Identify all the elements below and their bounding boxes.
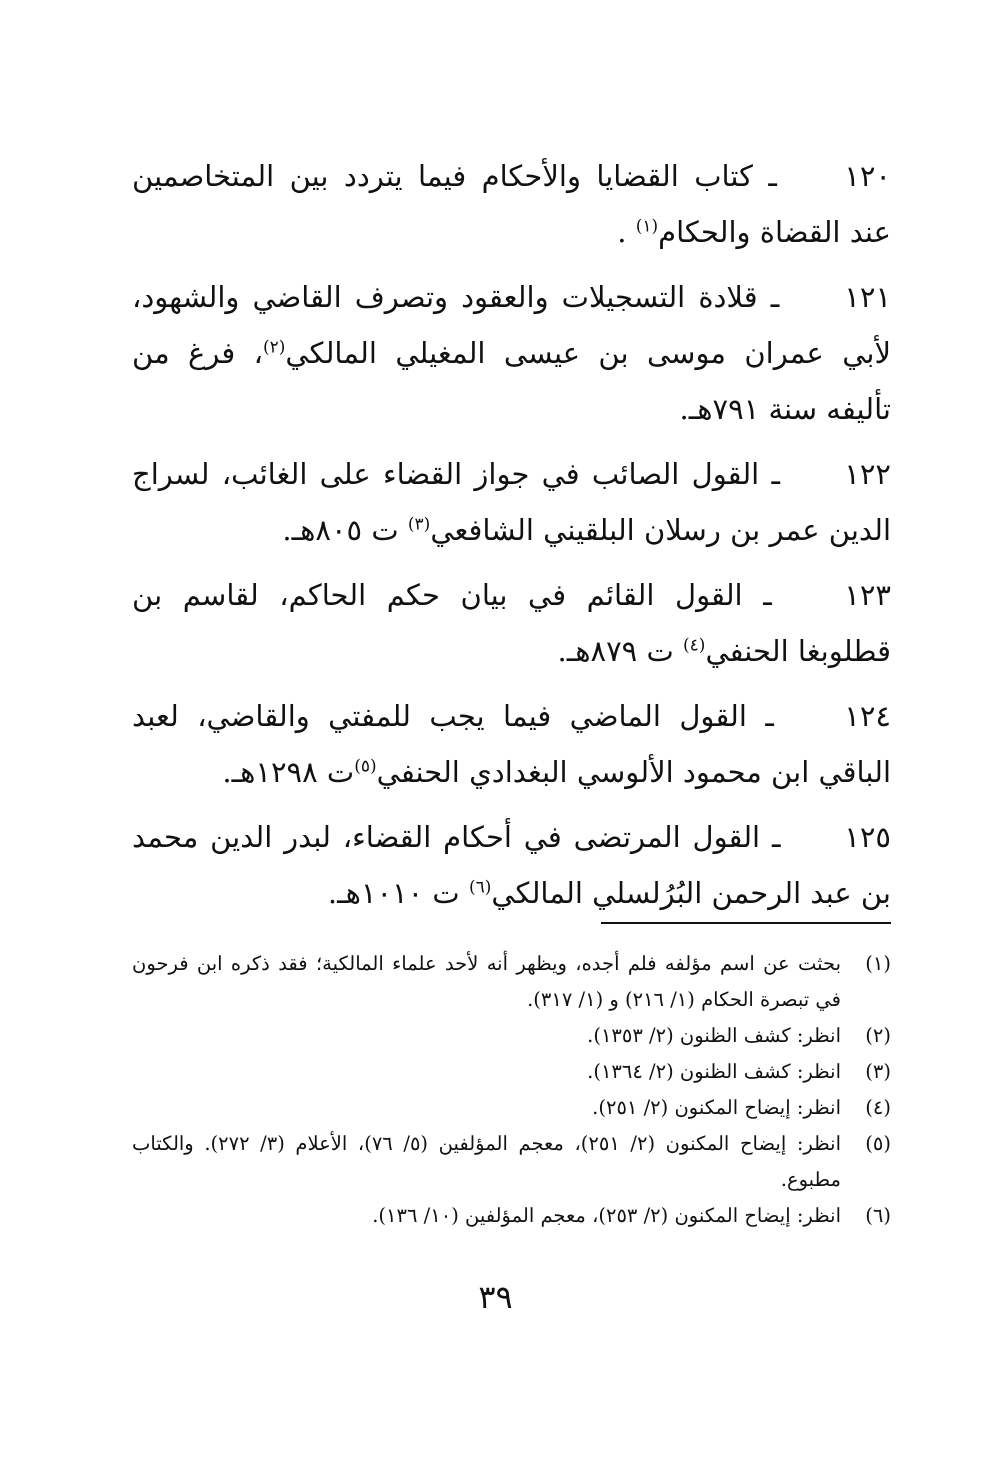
entry-tail: ت ٨٠٥هـ. xyxy=(282,513,408,547)
entry-dash: ـ xyxy=(771,457,780,491)
footnote-1 xyxy=(132,946,891,1018)
entry-tail: . xyxy=(617,215,636,249)
entry-text: القول المرتضى في أحكام القضاء، لبدر الدين محمد بن عبد الرحمن البُرُلسلي المالكي xyxy=(132,820,891,910)
footnote-2 xyxy=(132,1018,891,1054)
footnote-text: انظر: إيضاح المكنون (٢/ ٢٥٣)، معجم المؤلفين (١٠/ ١٣٦). xyxy=(372,1204,841,1227)
page-number: ٣٩ xyxy=(478,1278,513,1316)
footnote-ref: (٦) xyxy=(468,877,492,898)
entry-123 xyxy=(132,567,891,679)
entry-tail: ت ٨٧٩هـ. xyxy=(557,634,684,668)
entry-number: ١٢٣ xyxy=(844,578,892,612)
entry-124 xyxy=(132,688,891,800)
footnote-number: (٥) xyxy=(865,1132,891,1155)
footnote-ref: (٢) xyxy=(262,337,286,358)
entry-number: ١٢٢ xyxy=(844,457,891,491)
entry-122 xyxy=(132,446,891,558)
entry-tail: ، فرغ من تأليفه سنة ٧٩١هـ. xyxy=(132,336,891,426)
entry-dash: ـ xyxy=(770,280,780,314)
entry-text: القول الماضي فيما يجب للمفتي والقاضي، لعبد الباقي ابن محمود الألوسي البغدادي الحنفي xyxy=(132,699,891,789)
footnote-ref: (٤) xyxy=(683,635,706,656)
entry-number: ١٢٠ xyxy=(844,159,891,193)
footnote-text: انظر: كشف الظنون (٢/ ١٣٦٤). xyxy=(587,1060,841,1083)
footnote-ref: (٥) xyxy=(354,756,377,777)
footnote-3 xyxy=(132,1054,891,1090)
footnote-text: انظر: كشف الظنون (٢/ ١٣٥٣). xyxy=(587,1024,841,1047)
footnote-5 xyxy=(132,1126,891,1198)
entry-number: ١٢٥ xyxy=(844,820,891,854)
footnote-number: (٢) xyxy=(865,1024,891,1047)
entry-tail: ت ١٠١٠هـ. xyxy=(327,876,469,910)
footnote-6 xyxy=(132,1198,891,1234)
entry-121 xyxy=(132,269,891,437)
entries-list xyxy=(132,148,891,930)
entry-dash: ـ xyxy=(763,578,772,612)
entry-text: القول القائم في بيان حكم الحاكم، لقاسم بن قطلوبغا الحنفي xyxy=(132,578,891,668)
entry-text: القول الصائب في جواز القضاء على الغائب، لسراج الدين عمر بن رسلان البلقيني الشافعي xyxy=(132,457,891,547)
footnote-text: انظر: إيضاح المكنون (٢/ ٢٥١)، معجم المؤلفين (٥/ ٧٦)، الأعلام (٣/ ٢٧٢). والكتاب مطبوع. xyxy=(132,1132,841,1191)
entry-text: قلادة التسجيلات والعقود وتصرف القاضي والشهود، لأبي عمران موسى بن عيسى المغيلي المالكي xyxy=(132,280,891,370)
footnote-text: انظر: إيضاح المكنون (٢/ ٢٥١). xyxy=(592,1096,841,1119)
entry-number: ١٢٤ xyxy=(844,699,891,733)
footnote-ref: (٣) xyxy=(407,514,431,535)
footnote-divider xyxy=(601,922,891,924)
entry-text: كتاب القضايا والأحكام فيما يتردد بين المتخاصمين عند القضاة والحكام xyxy=(132,159,891,249)
footnote-number: (٣) xyxy=(865,1060,891,1083)
entry-dash: ـ xyxy=(771,820,781,854)
footnote-text: بحثت عن اسم مؤلفه فلم أجده، ويظهر أنه لأحد علماء المالكية؛ فقد ذكره ابن فرحون في تبصرة الحكام (١/ ٢١٦) و (١/ ٣١٧). xyxy=(132,952,841,1011)
footnotes-list xyxy=(132,946,891,1234)
entry-dash: ـ xyxy=(768,159,777,193)
footnote-ref: (١) xyxy=(635,216,659,237)
entry-dash: ـ xyxy=(765,699,774,733)
entry-tail: ت ١٢٩٨هـ. xyxy=(222,755,355,789)
entry-number: ١٢١ xyxy=(844,280,892,314)
footnote-4 xyxy=(132,1090,891,1126)
footnote-number: (٦) xyxy=(865,1204,891,1227)
footnote-number: (١) xyxy=(865,952,891,975)
footnote-number: (٤) xyxy=(865,1096,891,1119)
entry-125 xyxy=(132,809,891,921)
entry-120 xyxy=(132,148,891,260)
